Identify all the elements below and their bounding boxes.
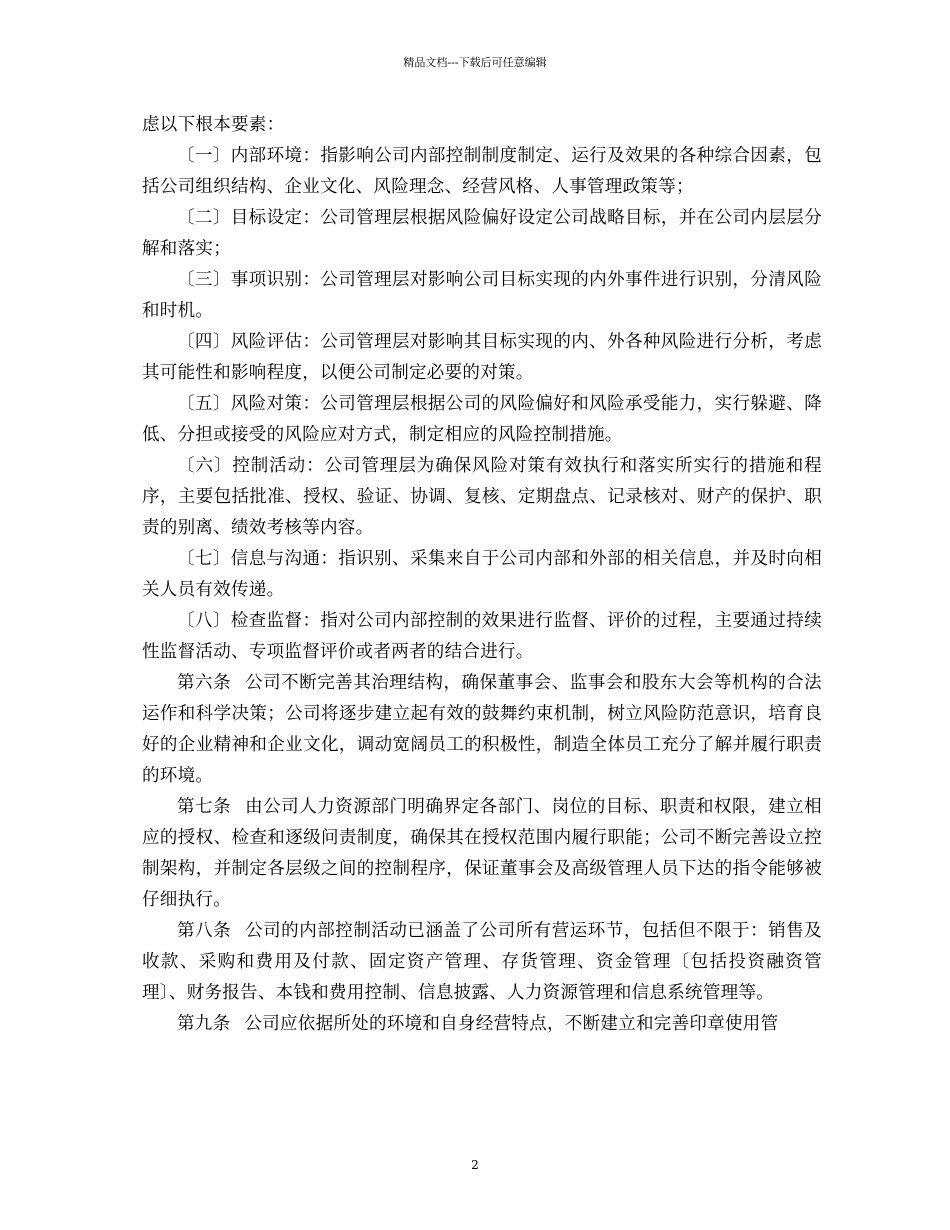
- element-label: 〔一〕: [177, 146, 231, 166]
- element-item-6: [142, 451, 822, 544]
- element-label: 〔八〕: [177, 611, 231, 631]
- page-number: [0, 1157, 950, 1173]
- document-body: [142, 110, 822, 1040]
- article-8: [142, 916, 822, 1009]
- article-text: 公司应依据所处的环境和自身经营特点，不断建立和完善印章使用管: [244, 1014, 779, 1034]
- intro-line: 虑以下根本要素：: [142, 115, 285, 135]
- element-item-7: [142, 544, 822, 606]
- element-item-1: [142, 141, 822, 203]
- element-item-4: [142, 327, 822, 389]
- article-7: [142, 792, 822, 916]
- element-label: 〔二〕: [177, 208, 231, 228]
- element-text: 事项识别：公司管理层对影响公司目标实现的内外事件进行识别，分清风险和时机。: [142, 270, 822, 321]
- article-9: [142, 1009, 822, 1040]
- element-text: 风险对策：公司管理层根据公司的风险偏好和风险承受能力，实行躲避、降低、分担或接受的风险应对方式，制定相应的风险控制措施。: [142, 394, 822, 445]
- article-text: 由公司人力资源部门明确界定各部门、岗位的目标、职责和权限，建立相应的授权、检查和逐级问责制度，确保其在授权范围内履行职能；公司不断完善设立控制架构，并制定各层级之间的控制程序，保证董事会及高级管理人员下达的指令能够被仔细执行。: [142, 797, 822, 910]
- element-label: 〔四〕: [177, 332, 231, 352]
- article-label: 第九条: [177, 1014, 231, 1034]
- element-label: 〔六〕: [177, 456, 233, 476]
- element-text: 信息与沟通：指识别、采集来自于公司内部和外部的相关信息，并及时向相关人员有效传递。: [142, 549, 822, 600]
- page-number-text: 2: [471, 1158, 479, 1172]
- page-header: [0, 55, 950, 71]
- element-item-3: [142, 265, 822, 327]
- article-label: 第六条: [177, 673, 232, 693]
- element-text: 控制活动：公司管理层为确保风险对策有效执行和落实所实行的措施和程序，主要包括批准、授权、验证、协调、复核、定期盘点、记录核对、财产的保护、职责的别离、绩效考核等内容。: [142, 456, 822, 538]
- article-label: 第七条: [177, 797, 232, 817]
- element-label: 〔五〕: [177, 394, 231, 414]
- header-text: 精品文档---下载后可任意编辑: [403, 56, 547, 69]
- element-item-2: [142, 203, 822, 265]
- element-item-5: [142, 389, 822, 451]
- element-item-8: [142, 606, 822, 668]
- article-6: [142, 668, 822, 792]
- element-text: 内部环境：指影响公司内部控制制度制定、运行及效果的各种综合因素，包括公司组织结构、企业文化、风险理念、经营风格、人事管理政策等；: [142, 146, 822, 197]
- element-label: 〔三〕: [177, 270, 231, 290]
- article-label: 第八条: [177, 921, 232, 941]
- article-text: 公司不断完善其治理结构，确保董事会、监事会和股东大会等机构的合法运作和科学决策；公司将逐步建立起有效的鼓舞约束机制，树立风险防范意识，培育良好的企业精神和企业文化，调动宽阔员工的积极性，制造全体员工充分了解并履行职责的环境。: [142, 673, 822, 786]
- element-text: 风险评估：公司管理层对影响其目标实现的内、外各种风险进行分析，考虑其可能性和影响程度，以便公司制定必要的对策。: [142, 332, 822, 383]
- element-text: 检查监督：指对公司内部控制的效果进行监督、评价的过程，主要通过持续性监督活动、专项监督评价或者两者的结合进行。: [142, 611, 822, 662]
- article-text: 公司的内部控制活动已涵盖了公司所有营运环节，包括但不限于：销售及收款、采购和费用及付款、固定资产管理、存货管理、资金管理〔包括投资融资管理〕、财务报告、本钱和费用控制、信息披露、人力资源管理和信息系统管理等。: [142, 921, 822, 1003]
- element-label: 〔七〕: [177, 549, 231, 569]
- element-text: 目标设定：公司管理层根据风险偏好设定公司战略目标，并在公司内层层分解和落实；: [142, 208, 822, 259]
